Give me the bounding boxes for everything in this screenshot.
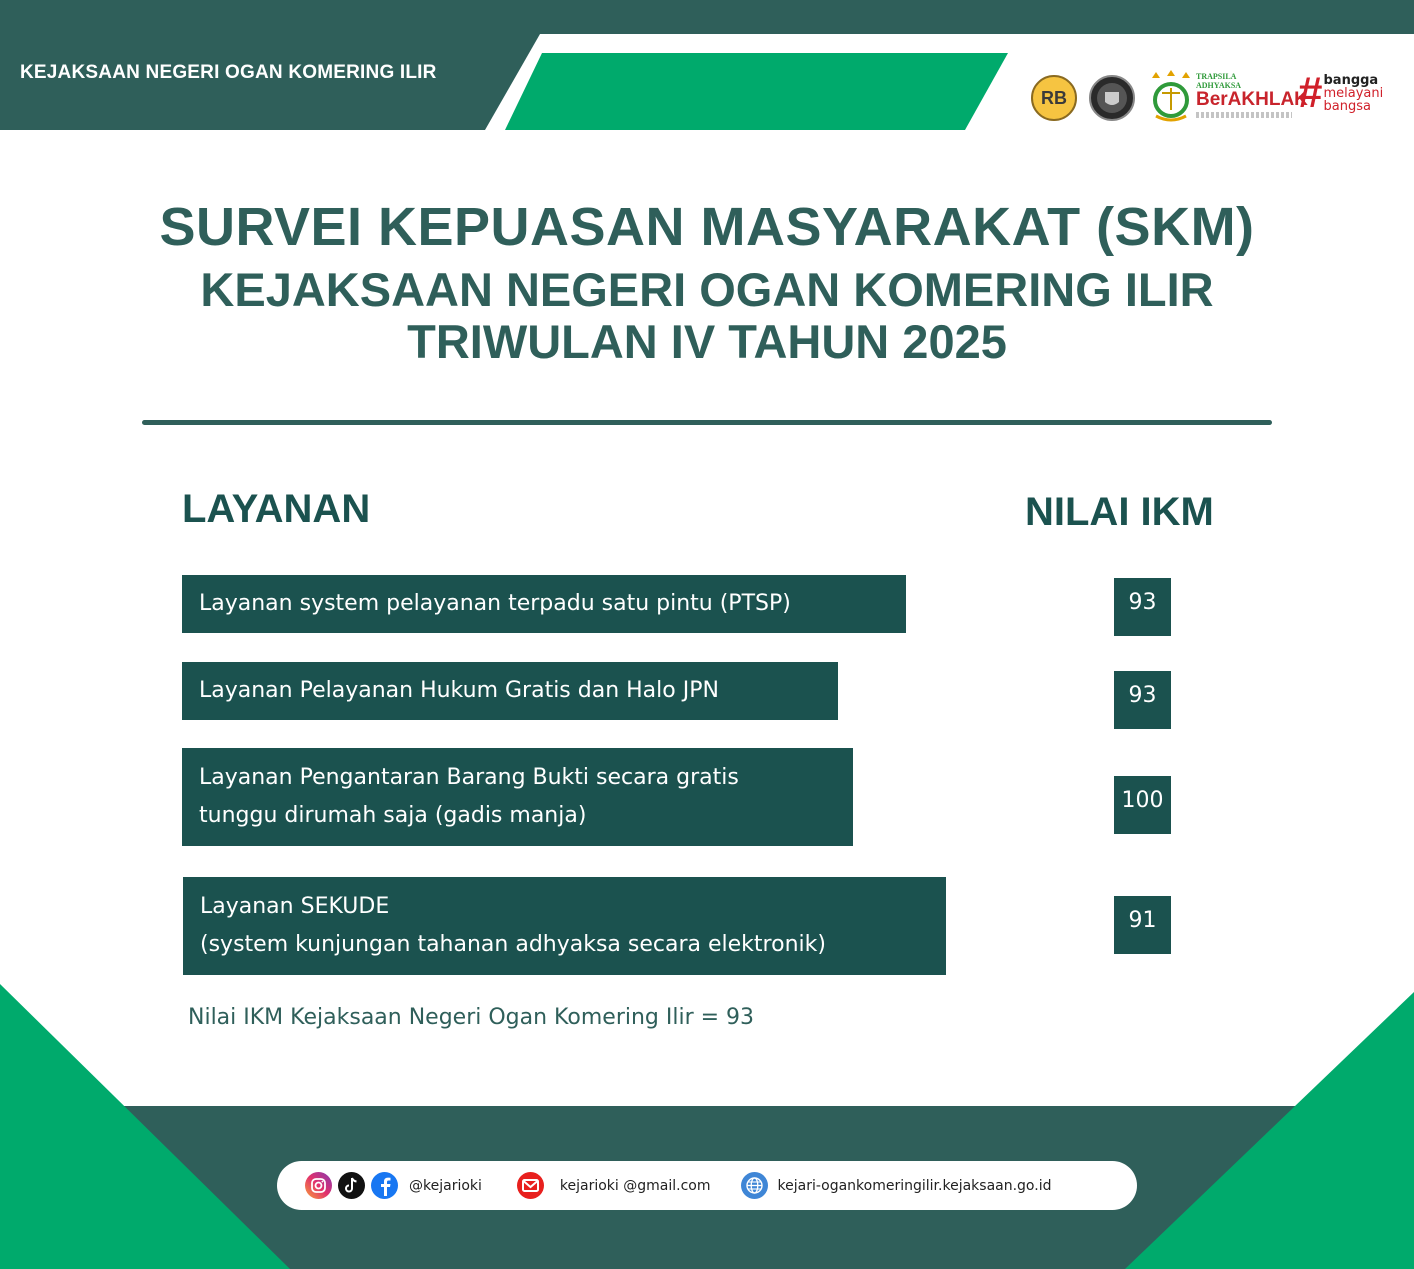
page-subtitle-period: TRIWULAN IV TAHUN 2025 <box>407 315 1007 368</box>
kejaksaan-emblem-logo <box>1146 68 1196 124</box>
column-header-service: LAYANAN <box>182 487 371 531</box>
ikm-value-gadis-manja: 100 <box>1114 776 1171 834</box>
title-divider <box>142 420 1272 425</box>
seal-icon <box>1088 74 1136 122</box>
globe-icon[interactable] <box>741 1172 768 1199</box>
service-label: Layanan Pelayanan Hukum Gratis dan Halo JPN <box>199 678 719 703</box>
contact-bar <box>277 1161 1137 1210</box>
bangga-text: bangga <box>1323 72 1379 88</box>
overall-ikm-summary: Nilai IKM Kejaksaan Negeri Ogan Komering Ilir = 93 <box>188 1005 755 1030</box>
facebook-icon[interactable] <box>371 1172 398 1199</box>
service-label-line2: (system kunjungan tahanan adhyaksa secara elektronik) <box>200 932 826 957</box>
service-label-line2: tunggu dirumah saja (gadis manja) <box>199 803 587 828</box>
email-icon[interactable] <box>517 1172 544 1199</box>
instagram-icon[interactable] <box>305 1172 332 1199</box>
berakhlak-tagline <box>1196 112 1292 118</box>
berakhlak-logo <box>1196 68 1308 122</box>
service-row-hukum-gratis <box>182 662 838 720</box>
header-org-name: KEJAKSAAN NEGERI OGAN KOMERING ILIR <box>20 62 437 83</box>
ikm-value-ptsp: 93 <box>1114 578 1171 636</box>
service-row-ptsp <box>182 575 906 633</box>
bangga-melayani-bangsa-logo <box>1298 70 1390 116</box>
service-label-line1: Layanan Pengantaran Barang Bukti secara gratis <box>199 765 739 790</box>
service-row-sekude <box>183 877 946 975</box>
website-url[interactable]: kejari-ogankomeringilir.kejaksaan.go.id <box>777 1177 1052 1194</box>
service-label-line1: Layanan SEKUDE <box>200 894 390 919</box>
tiktok-icon[interactable] <box>338 1172 365 1199</box>
email-address[interactable]: kejarioki @gmail.com <box>559 1177 711 1194</box>
rb-reformasi-birokrasi-logo <box>1030 74 1078 122</box>
social-handle[interactable]: @kejarioki <box>409 1177 482 1194</box>
berakhlak-top-text: TRAPSILA ADHYAKSA <box>1196 72 1242 90</box>
service-label: Layanan system pelayanan terpadu satu pintu (PTSP) <box>199 591 791 616</box>
page-title: SURVEI KEPUASAN MASYARAKAT (SKM) <box>159 197 1255 257</box>
ikm-value-sekude: 91 <box>1114 896 1171 954</box>
service-row-gadis-manja <box>182 748 853 846</box>
column-header-ikm-value: NILAI IKM <box>1025 490 1214 534</box>
scales-emblem-icon <box>1146 68 1196 124</box>
bangsa-text: bangsa <box>1323 98 1371 114</box>
svg-text:RB: RB <box>1041 88 1067 108</box>
rb-logo-icon <box>1030 74 1078 122</box>
berakhlak-text: BerAKHLAK <box>1196 89 1308 110</box>
wbk-seal-logo <box>1088 74 1136 122</box>
page-subtitle-org: KEJAKSAAN NEGERI OGAN KOMERING ILIR <box>200 263 1214 316</box>
hashtag-icon: # <box>1298 68 1323 117</box>
melayani-text: melayani <box>1323 85 1384 101</box>
ikm-value-hukum-gratis: 93 <box>1114 671 1171 729</box>
